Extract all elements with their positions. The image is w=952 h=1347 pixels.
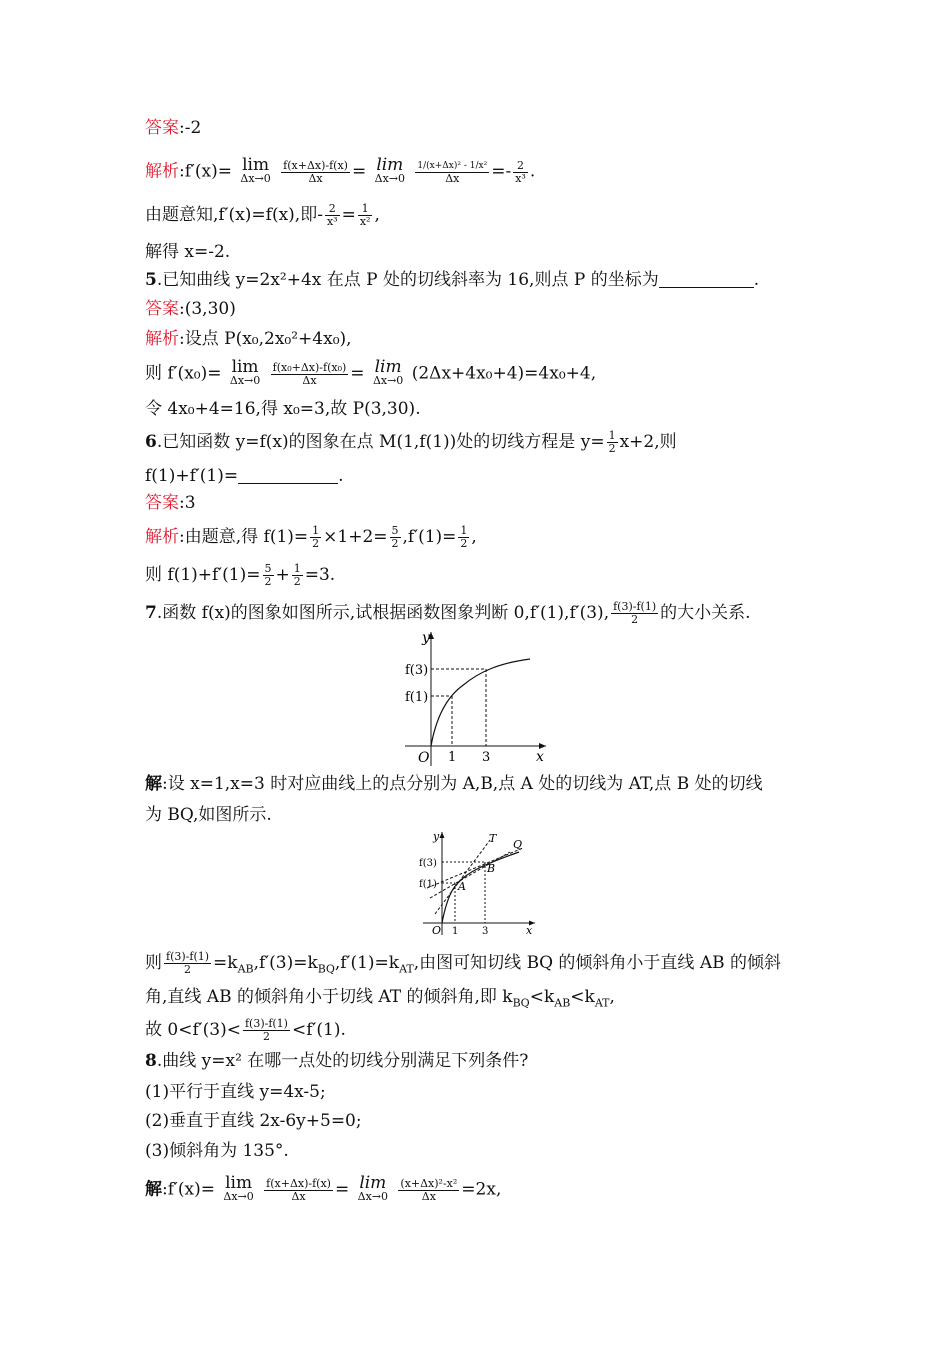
- curve: [431, 659, 530, 746]
- f3-label: f(3): [405, 663, 429, 678]
- analysis-line-4: [145, 155, 536, 186]
- text: f(1)+f′(1)=: [145, 466, 239, 486]
- text: 解得 x=-2.: [145, 242, 231, 262]
- text: <k: [570, 987, 595, 1007]
- text: :由题意,得 f(1)=: [179, 527, 309, 547]
- numerator: 5: [264, 562, 272, 575]
- fraction: [458, 525, 469, 550]
- text: ,: [471, 527, 477, 547]
- tangent-BQ: [427, 848, 523, 888]
- text: :设点 P(x₀,2x₀²+4x₀),: [179, 329, 352, 349]
- text: 由题意知,f′(x)=f(x),即-: [145, 205, 323, 225]
- tick-1: 1: [448, 750, 457, 765]
- answer-blank: [238, 466, 338, 484]
- question-text: .函数 f(x)的图象如图所示,试根据函数图象判断 0,f′(1),f′(3),: [156, 603, 610, 623]
- denominator: 2: [631, 613, 639, 626]
- subscript: AB: [237, 962, 254, 976]
- text: =2x,: [461, 1179, 502, 1200]
- fraction: [607, 430, 618, 455]
- text: ,: [609, 987, 615, 1007]
- lim-text: lim: [231, 357, 259, 377]
- text: <f′(1).: [291, 1020, 346, 1040]
- answer-line-5: [145, 297, 236, 321]
- lim-sub: Δx→0: [372, 374, 404, 387]
- fraction: [415, 160, 489, 185]
- text: =k: [213, 953, 238, 973]
- text: 则: [145, 953, 162, 973]
- denominator: 2: [184, 963, 192, 976]
- fraction: [513, 160, 528, 185]
- tangent-AT: [435, 840, 490, 914]
- text: .: [753, 270, 760, 290]
- lim-sub: Δx→0: [240, 172, 271, 185]
- numerator: f(3)-f(1): [244, 1017, 288, 1030]
- text: 为 BQ,如图所示.: [145, 805, 272, 825]
- analysis-label: 解析: [145, 329, 179, 349]
- text: .: [529, 161, 536, 182]
- y-label: y: [422, 630, 430, 646]
- solution-label: 解: [145, 1179, 162, 1200]
- answer-line-4: [145, 116, 201, 140]
- solution-8: [145, 1173, 502, 1204]
- tick-3: 3: [482, 926, 489, 937]
- fraction: [310, 525, 321, 550]
- text-line: [145, 357, 597, 388]
- denominator: Δx: [302, 373, 317, 387]
- text-line: [145, 397, 421, 421]
- numerator: 1: [312, 524, 320, 537]
- B-label: B: [487, 862, 496, 875]
- text-line: [145, 951, 781, 981]
- tangent-graph: [415, 830, 540, 938]
- limit: [374, 155, 405, 186]
- answer-label: 答案: [145, 118, 179, 138]
- fraction: [264, 1178, 333, 1203]
- text: :f′(x)=: [162, 1179, 215, 1200]
- denominator: Δx: [445, 171, 460, 185]
- fraction: [263, 563, 274, 588]
- f1-label: f(1): [419, 879, 437, 890]
- denominator: x²: [359, 215, 371, 228]
- question-7: [145, 601, 751, 626]
- f3-label: f(3): [419, 858, 437, 869]
- question-number: 8: [145, 1051, 157, 1071]
- answer-label: 答案: [145, 493, 179, 513]
- analysis-line-5: [145, 327, 352, 351]
- text: =: [341, 205, 356, 225]
- f1-label: f(1): [405, 690, 429, 705]
- limit: [223, 1173, 254, 1204]
- numerator: 2: [325, 203, 340, 216]
- lim-text: lim: [225, 1173, 253, 1193]
- fraction: [281, 160, 350, 185]
- lim-text: lim: [374, 357, 402, 377]
- question-5: [145, 268, 759, 292]
- text: ,f′(1)=: [402, 527, 457, 547]
- numerator: 1/(x+Δx)² - 1/x²: [417, 160, 488, 171]
- solution-label: 解: [145, 774, 162, 794]
- y-arrow: [440, 832, 445, 838]
- denominator: 2: [264, 575, 272, 588]
- numerator: f(3)-f(1): [166, 950, 210, 963]
- text: ,: [374, 205, 380, 225]
- answer-line-6: [145, 491, 196, 515]
- text: <k: [529, 987, 555, 1007]
- denominator: 2: [262, 1030, 270, 1043]
- question-text: .已知曲线 y=2x²+4x 在点 P 处的切线斜率为 16,则点 P 的坐标为: [156, 270, 659, 290]
- numerator: 1: [460, 524, 468, 537]
- denominator: 2: [460, 537, 468, 550]
- subscript: AB: [554, 996, 571, 1010]
- origin-label: O: [418, 750, 430, 766]
- answer-label: 答案: [145, 299, 179, 319]
- text: 则 f(1)+f′(1)=: [145, 565, 261, 585]
- denominator: 2: [312, 537, 320, 550]
- numerator: f(x+Δx)-f(x): [266, 1176, 331, 1190]
- Q-label: Q: [513, 838, 523, 851]
- text: =: [351, 161, 367, 182]
- fraction: [243, 1018, 290, 1043]
- fraction: [164, 951, 211, 976]
- text: =: [350, 363, 365, 384]
- answer-value: :-2: [179, 118, 202, 138]
- numerator: 1: [293, 562, 301, 575]
- denominator: Δx: [421, 1189, 436, 1203]
- tick-3: 3: [482, 750, 491, 765]
- T-label: T: [489, 832, 497, 845]
- limit: [372, 357, 404, 388]
- text: :f′(x)=: [179, 161, 232, 182]
- x-label: x: [536, 749, 544, 765]
- origin-label: O: [432, 924, 442, 937]
- text-line: [145, 240, 230, 264]
- numerator: 2: [513, 160, 528, 173]
- numerator: 1: [608, 429, 616, 442]
- y-label: y: [433, 830, 440, 843]
- text: 故 0<f′(3)<: [145, 1020, 241, 1040]
- question-6-blank: [145, 464, 344, 488]
- tick-1: 1: [452, 926, 459, 937]
- text: ,f′(1)=k: [334, 953, 400, 973]
- numerator: f(x₀+Δx)-f(x₀): [272, 360, 347, 374]
- fraction: [271, 362, 349, 387]
- denominator: x³: [326, 215, 338, 228]
- lim-text: lim: [376, 155, 404, 175]
- text: ×1+2=: [323, 527, 388, 547]
- text-line: [145, 1018, 346, 1043]
- denominator: 2: [608, 442, 616, 455]
- text: ,由图可知切线 BQ 的倾斜角小于直线 AB 的倾斜: [413, 953, 781, 973]
- text: x+2,则: [619, 432, 677, 452]
- denominator: Δx: [308, 171, 323, 185]
- question-8: [145, 1049, 528, 1073]
- fraction: [390, 525, 401, 550]
- condition-3: [145, 1139, 289, 1163]
- subscript: BQ: [512, 996, 530, 1010]
- denominator: x³: [515, 171, 526, 185]
- lim-sub: Δx→0: [229, 374, 261, 387]
- answer-value: :3: [179, 493, 196, 513]
- numerator: f(3)-f(1): [613, 600, 657, 613]
- fraction: [611, 601, 658, 626]
- text: (3)倾斜角为 135°.: [145, 1141, 289, 1161]
- question-number: 6: [145, 432, 157, 452]
- fraction: [358, 203, 373, 228]
- subscript: AT: [399, 962, 414, 976]
- answer-value: :(3,30): [179, 299, 236, 319]
- numerator: 5: [391, 524, 399, 537]
- question-text: .已知函数 y=f(x)的图象在点 M(1,f(1))处的切线方程是 y=: [156, 432, 605, 452]
- text: (2)垂直于直线 2x-6y+5=0;: [145, 1111, 362, 1131]
- text-line: [145, 985, 615, 1015]
- text: +: [275, 565, 290, 585]
- fraction: [398, 1178, 459, 1203]
- limit: [357, 1173, 388, 1204]
- subscript: BQ: [317, 962, 335, 976]
- text: (1)平行于直线 y=4x-5;: [145, 1082, 326, 1102]
- text: 令 4x₀+4=16,得 x₀=3,故 P(3,30).: [145, 399, 421, 419]
- fraction: [325, 203, 340, 228]
- text: :设 x=1,x=3 时对应曲线上的点分别为 A,B,点 A 处的切线为 AT,点 B 处的切线: [162, 774, 763, 794]
- fraction: [292, 563, 303, 588]
- lim-sub: Δx→0: [374, 172, 405, 185]
- analysis-label: 解析: [145, 527, 179, 547]
- analysis-label: 解析: [145, 161, 179, 182]
- limit: [229, 357, 261, 388]
- text: (2Δx+4x₀+4)=4x₀+4,: [411, 363, 597, 384]
- denominator: 2: [391, 537, 399, 550]
- lim-text: lim: [242, 155, 270, 175]
- lim-sub: Δx→0: [357, 1190, 388, 1203]
- numerator: (x+Δx)²-x²: [400, 1176, 458, 1190]
- subscript: AT: [594, 996, 610, 1010]
- text: ,f′(3)=k: [253, 953, 318, 973]
- solution-7: [145, 772, 763, 796]
- text: =3.: [304, 565, 336, 585]
- question-number: 7: [145, 603, 157, 623]
- condition-1: [145, 1080, 326, 1104]
- question-text: .曲线 y=x² 在哪一点处的切线分别满足下列条件?: [156, 1051, 529, 1071]
- x-label: x: [526, 924, 533, 937]
- text-line: [145, 203, 380, 228]
- lim-text: lim: [359, 1173, 387, 1193]
- text: .: [338, 466, 344, 486]
- analysis-line-6: [145, 525, 477, 550]
- text: =: [334, 1179, 350, 1200]
- condition-2: [145, 1109, 362, 1133]
- question-6: [145, 430, 677, 455]
- numerator: f(x+Δx)-f(x): [283, 158, 348, 172]
- numerator: 1: [358, 203, 373, 216]
- text: 的大小关系.: [660, 603, 751, 623]
- question-number: 5: [145, 270, 157, 290]
- denominator: 2: [293, 575, 301, 588]
- text: 则 f′(x₀)=: [145, 363, 222, 384]
- text: =-: [491, 161, 512, 182]
- text-line: [145, 563, 335, 588]
- function-graph: [400, 628, 550, 768]
- text-line: [145, 803, 272, 827]
- text: 角,直线 AB 的倾斜角小于切线 AT 的倾斜角,即 k: [145, 987, 513, 1007]
- limit: [240, 155, 271, 186]
- curve: [442, 852, 519, 923]
- A-label: A: [458, 880, 466, 893]
- lim-sub: Δx→0: [223, 1190, 254, 1203]
- denominator: Δx: [291, 1189, 306, 1203]
- answer-blank: [659, 270, 754, 288]
